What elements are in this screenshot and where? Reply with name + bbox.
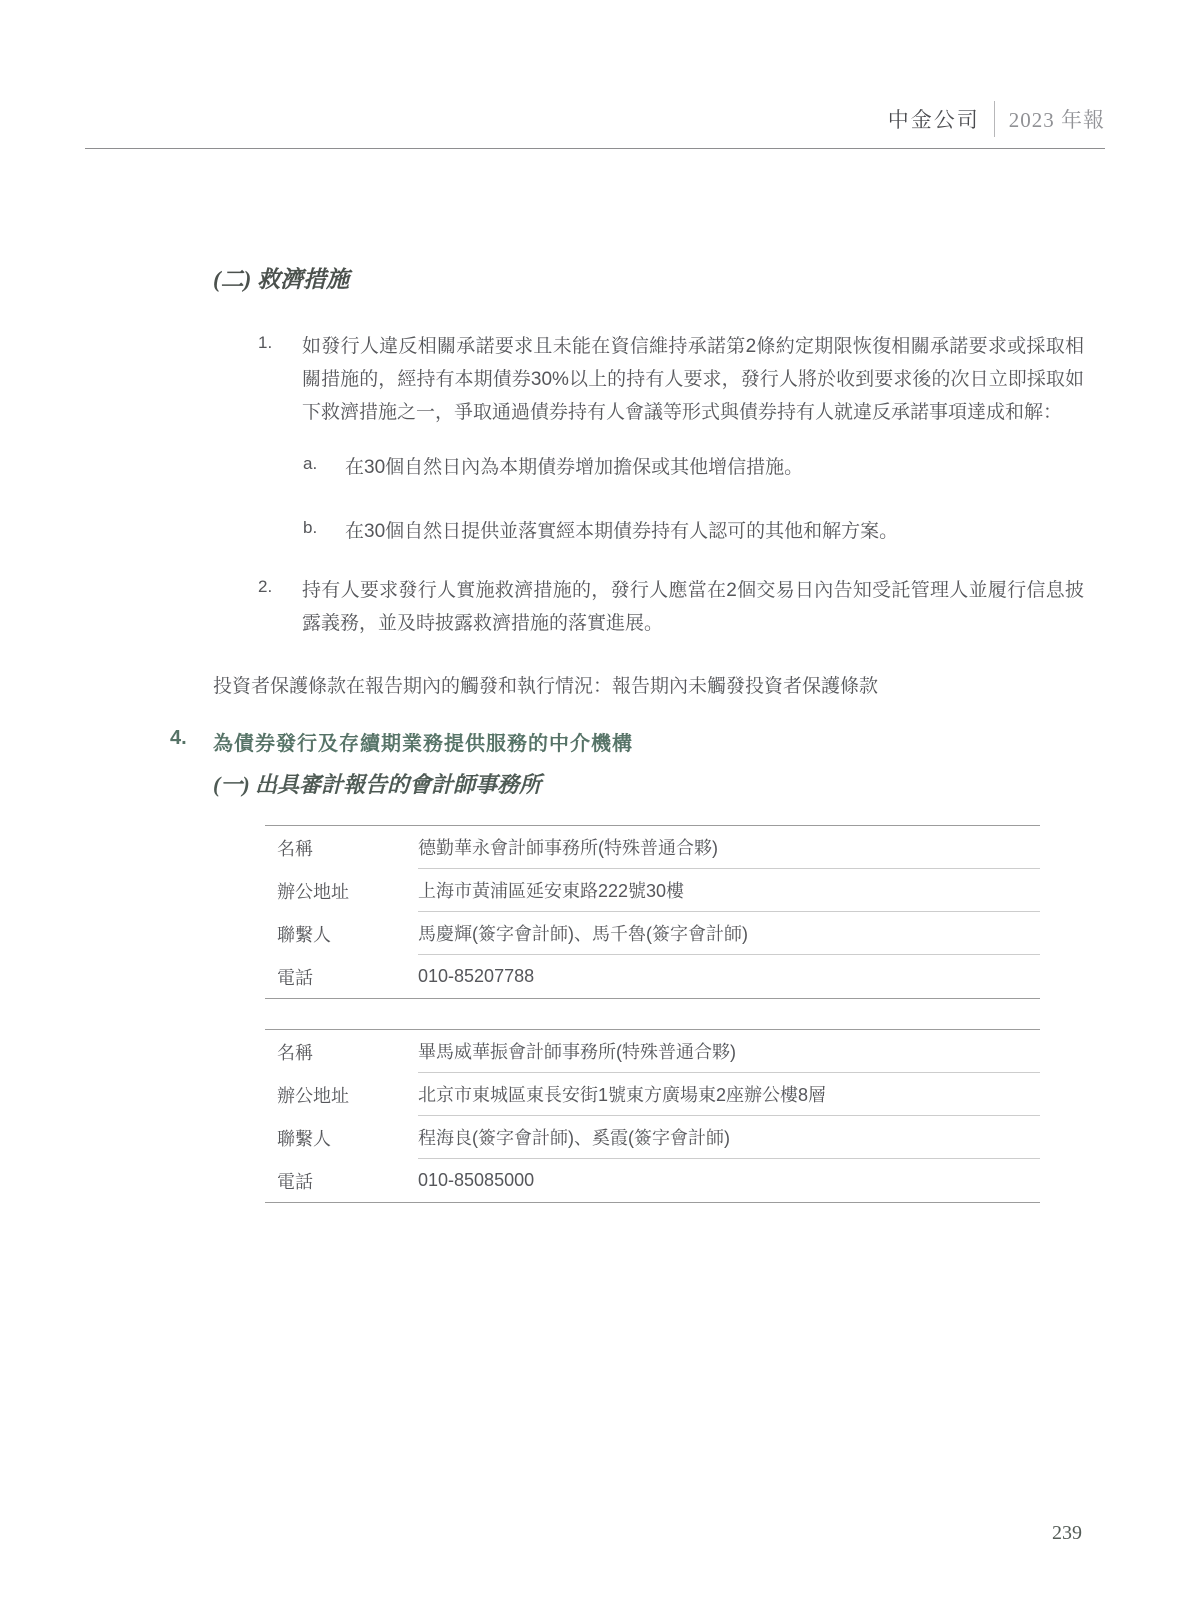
- row-label: 辦公地址: [277, 881, 349, 902]
- table-row: [265, 1159, 1040, 1202]
- remedy-item-2: [258, 574, 1105, 640]
- table-row: [265, 1030, 1040, 1073]
- table-row: [265, 1073, 1040, 1116]
- row-value: 畢馬威華振會計師事務所(特殊普通合夥): [418, 1030, 1040, 1073]
- row-value: 010-85207788: [418, 966, 535, 986]
- page-number: 239: [1052, 1522, 1082, 1544]
- row-label: 辦公地址: [277, 1085, 349, 1106]
- row-value: 北京市東城區東長安街1號東方廣場東2座辦公樓8層: [418, 1073, 1040, 1116]
- row-label: 電話: [277, 967, 313, 988]
- section-number: 4.: [170, 727, 187, 749]
- remedy-section-heading: (二) 救濟措施: [213, 267, 350, 292]
- section-title: 為債券發行及存續期業務提供服務的中介機構: [213, 733, 633, 755]
- subitem-text: 在30個自然日內為本期債券增加擔保或其他增信措施。: [345, 457, 804, 478]
- table-row: [265, 955, 1040, 998]
- item-text: 如發行人違反相關承諾要求且未能在資信維持承諾第2條約定期限恢復相關承諾要求或採取相關措施的，經持有本期債券30%以上的持有人要求，發行人將於收到要求後的次日立即採取如下救濟措施之一，爭取通過債券持有人會議等形式與債券持有人就違反承諾事項達成和解：: [302, 336, 1084, 423]
- header-report-year: 2023 年報: [1008, 108, 1105, 132]
- remedy-subitem-a: [303, 451, 1105, 484]
- table-spacer: [85, 999, 1105, 1029]
- auditor-table-deloitte: [265, 825, 1040, 999]
- table-row: [265, 912, 1040, 955]
- item-text: 持有人要求發行人實施救濟措施的，發行人應當在2個交易日內告知受託管理人並履行信息披露義務，並及時披露救濟措施的落實進展。: [302, 580, 1084, 634]
- table-row: [265, 869, 1040, 912]
- row-label: 聯繫人: [277, 1128, 331, 1149]
- table-row: [265, 826, 1040, 869]
- item-number: 1.: [258, 333, 273, 352]
- header-divider: [994, 101, 995, 137]
- table-row: [265, 1116, 1040, 1159]
- row-label: 電話: [277, 1171, 313, 1192]
- subitem-text: 在30個自然日提供並落實經本期債券持有人認可的其他和解方案。: [345, 521, 899, 542]
- investor-protection-note: 投資者保護條款在報告期內的觸發和執行情況：報告期內未觸發投資者保護條款: [213, 676, 879, 697]
- row-value: 010-85085000: [418, 1170, 535, 1190]
- subitem-letter: a.: [303, 454, 318, 473]
- row-value: 上海市黃浦區延安東路222號30樓: [418, 869, 1040, 912]
- page-header: [85, 102, 1105, 136]
- row-label: 名稱: [277, 838, 313, 859]
- row-value: 德勤華永會計師事務所(特殊普通合夥): [418, 826, 1040, 869]
- remedy-item-1: [258, 330, 1105, 429]
- auditors-subsection-heading: (一) 出具審計報告的會計師事務所: [213, 772, 542, 797]
- row-label: 名稱: [277, 1042, 313, 1063]
- auditor-table-kpmg: [265, 1029, 1040, 1203]
- subitem-letter: b.: [303, 518, 318, 537]
- intermediaries-section-heading: [170, 727, 1105, 756]
- remedy-subitem-b: [303, 515, 1105, 548]
- header-rule: [85, 148, 1105, 149]
- header-company-name: 中金公司: [887, 108, 980, 132]
- row-value: 馬慶輝(簽字會計師)、馬千魯(簽字會計師): [418, 912, 1040, 955]
- item-number: 2.: [258, 577, 273, 596]
- row-value: 程海良(簽字會計師)、奚霞(簽字會計師): [418, 1116, 1040, 1159]
- row-label: 聯繫人: [277, 924, 331, 945]
